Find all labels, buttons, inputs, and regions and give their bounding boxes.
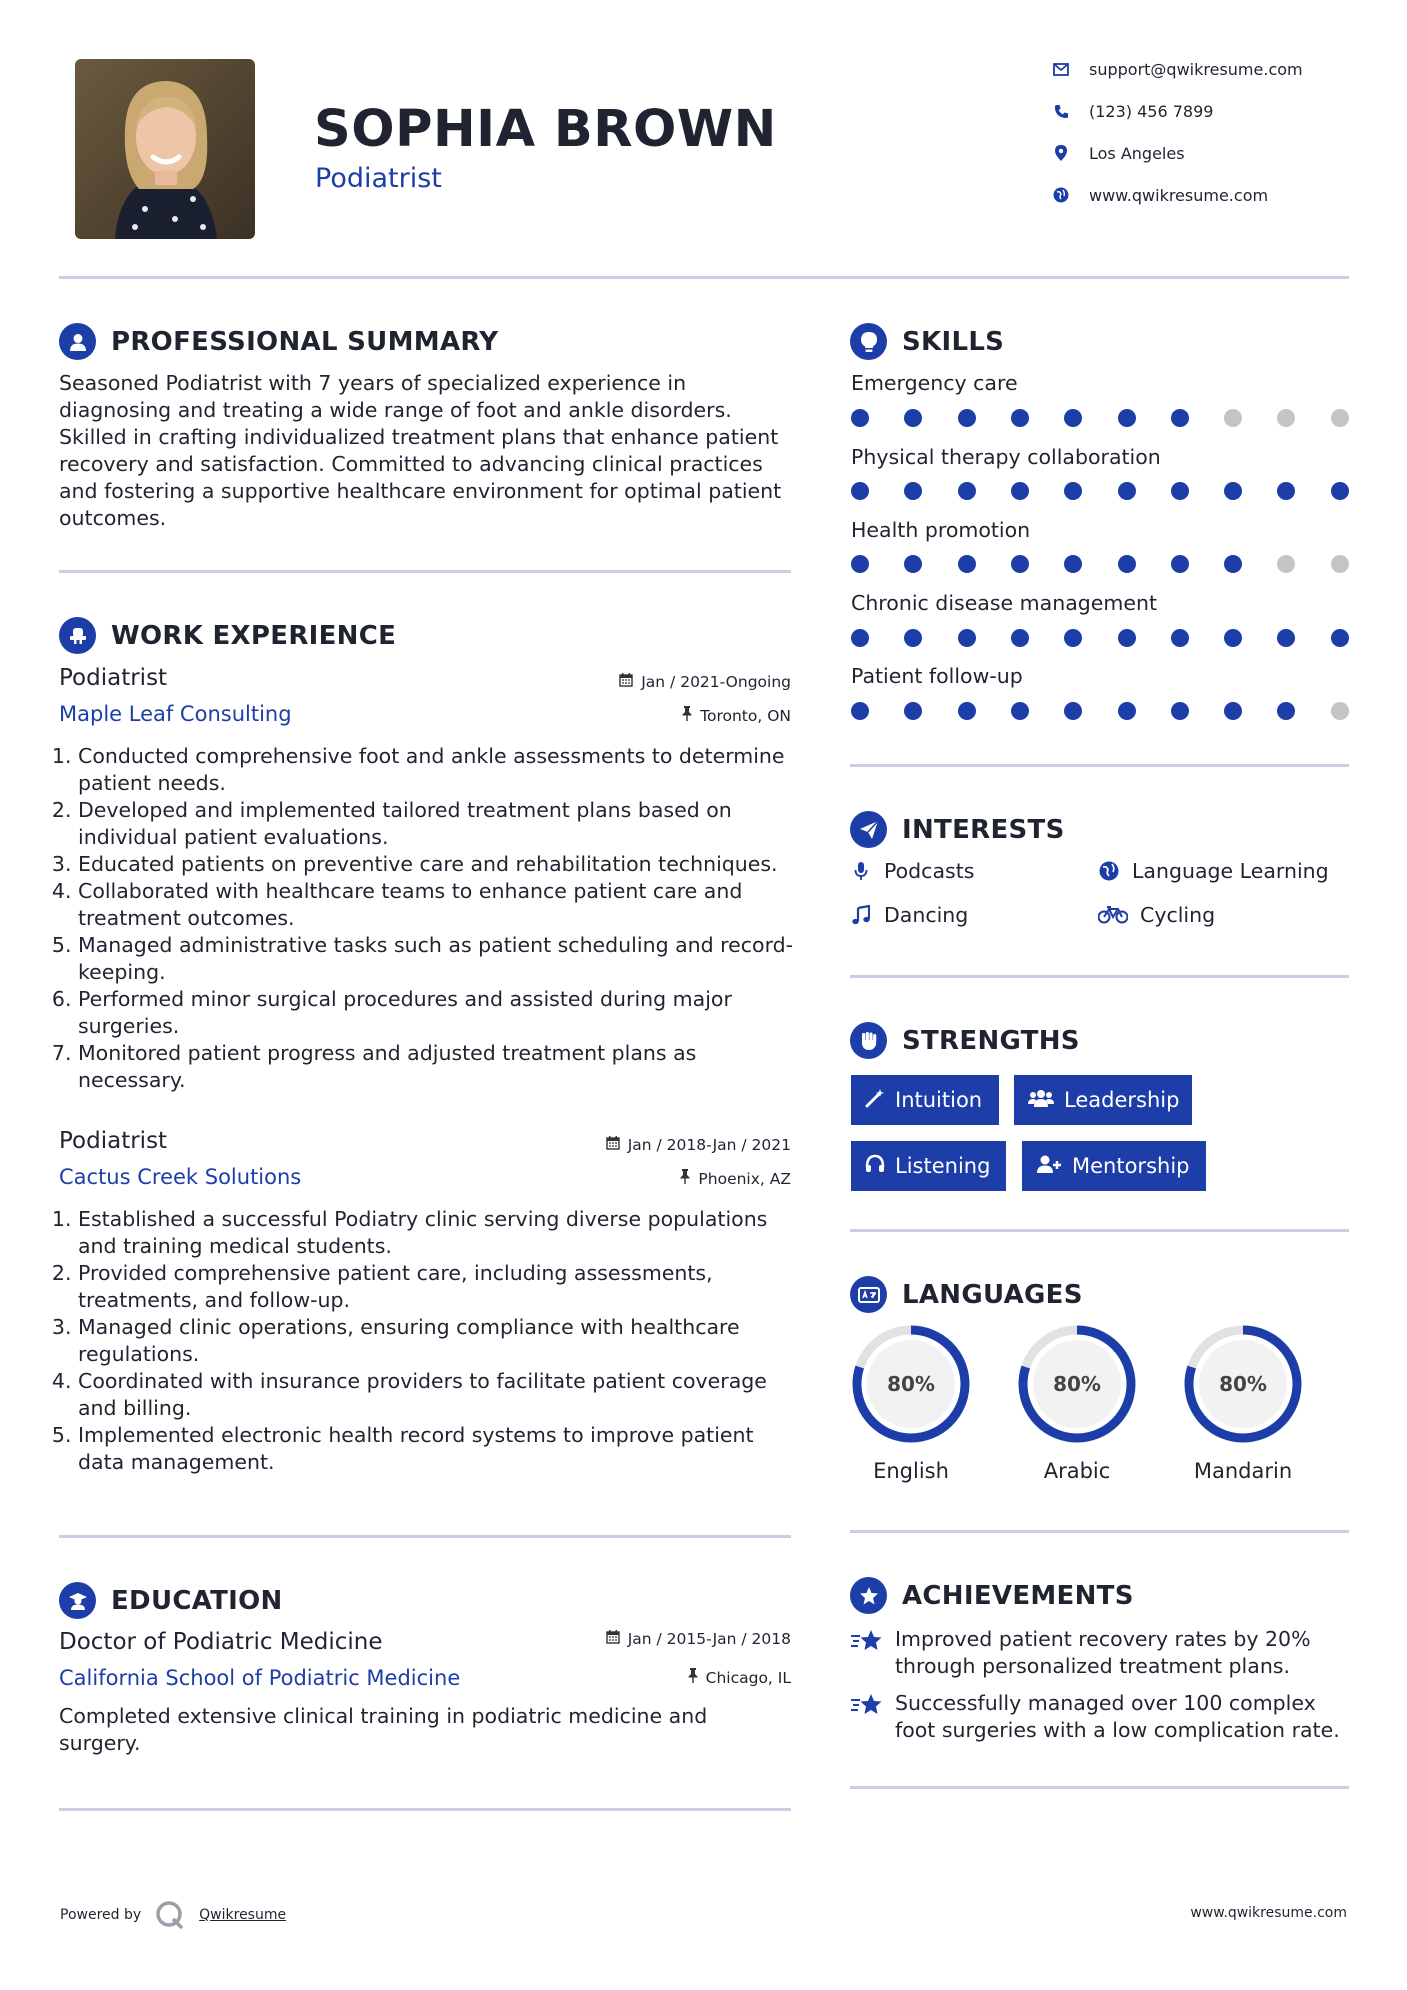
rating-dot-filled bbox=[1064, 409, 1082, 427]
calendar-icon bbox=[619, 673, 633, 691]
job-2-dates bbox=[606, 1136, 791, 1154]
achievement-text: Improved patient recovery rates by 20% through personalized treatment plans. bbox=[895, 1627, 1311, 1678]
language-name: Arabic bbox=[1043, 1459, 1111, 1483]
footer-brand-link[interactable]: Qwikresume bbox=[199, 1907, 287, 1923]
rating-dot-filled bbox=[1224, 702, 1242, 720]
summary-text: Seasoned Podiatrist with 7 years of specialized experience in diagnosing and treating a wide range of foot and ankle disorders. Skilled in crafting individualized treatment plans that enhance patient recovery and satisfaction. Committed to advancing clinical practices and fostering a supportive healthcare environment for optimal patient outcomes. bbox=[59, 371, 782, 530]
rating-dot-filled bbox=[1171, 629, 1189, 647]
language-ring-mandarin bbox=[1181, 1322, 1305, 1450]
strength-label: Leadership bbox=[1064, 1088, 1180, 1112]
rating-dot-empty bbox=[1277, 555, 1295, 573]
interests-divider bbox=[850, 975, 1349, 978]
rating-dot-filled bbox=[1118, 409, 1136, 427]
powered-by-text: Powered by bbox=[60, 1907, 142, 1923]
job-2-duty: 5. Implemented electronic health record systems to improve patient data management. bbox=[78, 1422, 796, 1476]
rating-dot-filled bbox=[1011, 702, 1029, 720]
summary-title: PROFESSIONAL SUMMARY bbox=[111, 326, 499, 357]
strength-chip-leadership bbox=[1014, 1075, 1192, 1125]
rating-dot-filled bbox=[851, 702, 869, 720]
graduate-icon bbox=[59, 1582, 96, 1619]
rating-dot-filled bbox=[1171, 482, 1189, 500]
strength-label: Listening bbox=[895, 1154, 991, 1178]
language-card-icon bbox=[850, 1276, 887, 1313]
languages-heading bbox=[850, 1276, 1083, 1313]
users-icon bbox=[1028, 1088, 1054, 1113]
rating-dot-filled bbox=[1224, 482, 1242, 500]
experience-title: WORK EXPERIENCE bbox=[111, 620, 397, 651]
rating-dot-filled bbox=[1118, 629, 1136, 647]
map-pin-icon bbox=[1049, 145, 1073, 161]
skills-heading bbox=[850, 323, 1004, 360]
job-2-location-text: Phoenix, AZ bbox=[698, 1169, 791, 1188]
calendar-icon bbox=[606, 1136, 620, 1154]
rating-dot-filled bbox=[904, 629, 922, 647]
rating-dot-filled bbox=[904, 555, 922, 573]
profile-photo bbox=[75, 59, 255, 239]
contact-website[interactable] bbox=[1049, 183, 1268, 207]
experience-divider bbox=[59, 1535, 791, 1538]
rating-dot-filled bbox=[1118, 702, 1136, 720]
job-1-duties bbox=[56, 743, 796, 1094]
globe-icon bbox=[1049, 187, 1073, 203]
skill-rating bbox=[851, 554, 1351, 574]
job-1-duty: 7. Monitored patient progress and adjusted treatment plans as necessary. bbox=[78, 1040, 796, 1094]
bicycle-icon bbox=[1098, 906, 1128, 924]
interest-label: Cycling bbox=[1140, 903, 1216, 927]
contact-email-text: support@qwikresume.com bbox=[1089, 59, 1303, 79]
lightbulb-icon bbox=[850, 323, 887, 360]
interest-label: Podcasts bbox=[884, 859, 975, 883]
interest-label: Dancing bbox=[884, 903, 969, 927]
language-ring-english bbox=[849, 1322, 973, 1450]
paper-plane-icon bbox=[850, 811, 887, 848]
magic-wand-icon bbox=[865, 1088, 885, 1113]
rating-dot-filled bbox=[851, 555, 869, 573]
phone-icon bbox=[1049, 104, 1073, 119]
education-heading bbox=[59, 1582, 283, 1619]
contact-phone-text: (123) 456 7899 bbox=[1089, 101, 1214, 121]
rating-dot-filled bbox=[904, 702, 922, 720]
rating-dot-filled bbox=[1118, 555, 1136, 573]
microphone-icon bbox=[850, 861, 872, 881]
contact-website-text: www.qwikresume.com bbox=[1089, 185, 1269, 205]
rating-dot-filled bbox=[1171, 702, 1189, 720]
rating-dot-filled bbox=[1011, 555, 1029, 573]
rating-dot-filled bbox=[1277, 702, 1295, 720]
achievements-heading bbox=[850, 1577, 1134, 1614]
fist-icon bbox=[850, 1022, 887, 1059]
language-ring bbox=[1181, 1322, 1305, 1446]
qwikresume-logo-icon bbox=[155, 1900, 185, 1930]
interest-dancing bbox=[850, 903, 968, 927]
language-percent: 80% bbox=[1053, 1372, 1101, 1396]
education-dates bbox=[606, 1630, 791, 1648]
job-1-duty: 4. Collaborated with healthcare teams to enhance patient care and treatment outcomes. bbox=[78, 878, 796, 932]
rating-dot-filled bbox=[958, 702, 976, 720]
rating-dot-filled bbox=[1224, 629, 1242, 647]
job-2-duties bbox=[56, 1206, 796, 1476]
job-2-location bbox=[680, 1169, 791, 1188]
strength-chip-mentorship bbox=[1022, 1141, 1206, 1191]
job-2-duty: 1. Established a successful Podiatry clinic serving diverse populations and training medical students. bbox=[78, 1206, 796, 1260]
rating-dot-filled bbox=[958, 629, 976, 647]
contact-location bbox=[1049, 141, 1185, 165]
interest-podcasts bbox=[850, 859, 974, 883]
job-2-company: Cactus Creek Solutions bbox=[59, 1165, 302, 1189]
rating-dot-filled bbox=[1277, 482, 1295, 500]
language-ring bbox=[1015, 1322, 1139, 1446]
education-school: California School of Podiatric Medicine bbox=[59, 1666, 461, 1690]
shooting-star-icon bbox=[850, 1690, 884, 1744]
rating-dot-filled bbox=[851, 482, 869, 500]
skill-rating bbox=[851, 628, 1351, 648]
user-plus-icon bbox=[1036, 1154, 1062, 1179]
strength-chip-intuition bbox=[851, 1075, 999, 1125]
footer-url[interactable]: www.qwikresume.com bbox=[1190, 1905, 1347, 1921]
summary-divider bbox=[59, 570, 791, 573]
briefcase-icon bbox=[59, 617, 96, 654]
rating-dot-empty bbox=[1277, 409, 1295, 427]
interest-language-learning bbox=[1098, 859, 1329, 883]
achievement-text: Successfully managed over 100 complex foot surgeries with a low complication rate. bbox=[895, 1691, 1340, 1742]
achievements-divider bbox=[850, 1786, 1349, 1789]
rating-dot-filled bbox=[904, 482, 922, 500]
rating-dot-filled bbox=[1118, 482, 1136, 500]
skill-rating bbox=[851, 408, 1351, 428]
skill-name: Chronic disease management bbox=[851, 591, 1157, 615]
strengths-heading bbox=[850, 1022, 1080, 1059]
candidate-name: SOPHIA BROWN bbox=[314, 100, 777, 159]
rating-dot-empty bbox=[1331, 702, 1349, 720]
education-location-text: Chicago, IL bbox=[705, 1668, 791, 1687]
globe-icon bbox=[1098, 861, 1120, 881]
rating-dot-filled bbox=[851, 409, 869, 427]
summary-heading bbox=[59, 323, 498, 360]
education-dates-text: Jan / 2015-Jan / 2018 bbox=[627, 1630, 791, 1648]
job-2-dates-text: Jan / 2018-Jan / 2021 bbox=[627, 1136, 791, 1154]
interests-title: INTERESTS bbox=[902, 814, 1065, 845]
language-percent: 80% bbox=[1219, 1372, 1267, 1396]
strength-chip-listening bbox=[851, 1141, 1006, 1191]
rating-dot-filled bbox=[1277, 629, 1295, 647]
candidate-title: Podiatrist bbox=[315, 163, 442, 194]
language-ring-arabic bbox=[1015, 1322, 1139, 1450]
job-1-location bbox=[682, 706, 791, 725]
rating-dot-filled bbox=[958, 409, 976, 427]
strengths-divider bbox=[850, 1229, 1349, 1232]
job-2-duty: 3. Managed clinic operations, ensuring compliance with healthcare regulations. bbox=[78, 1314, 796, 1368]
language-percent: 80% bbox=[887, 1372, 935, 1396]
job-2-duty: 2. Provided comprehensive patient care, including assessments, treatments, and follow-up. bbox=[78, 1260, 796, 1314]
education-title: EDUCATION bbox=[111, 1585, 283, 1616]
language-ring bbox=[849, 1322, 973, 1446]
job-2-title: Podiatrist bbox=[59, 1128, 168, 1154]
languages-title: LANGUAGES bbox=[902, 1279, 1083, 1310]
experience-heading bbox=[59, 617, 396, 654]
education-degree: Doctor of Podiatric Medicine bbox=[59, 1629, 383, 1655]
skill-rating bbox=[851, 701, 1351, 721]
language-name: English bbox=[873, 1459, 949, 1483]
job-1-duty: 3. Educated patients on preventive care and rehabilitation techniques. bbox=[78, 851, 796, 878]
education-location bbox=[688, 1668, 791, 1687]
rating-dot-filled bbox=[1064, 482, 1082, 500]
rating-dot-filled bbox=[1011, 629, 1029, 647]
rating-dot-filled bbox=[1331, 482, 1349, 500]
envelope-icon bbox=[1049, 63, 1073, 76]
contact-email[interactable] bbox=[1049, 57, 1303, 81]
star-badge-icon bbox=[850, 1577, 887, 1614]
skill-name: Health promotion bbox=[851, 518, 1031, 542]
rating-dot-filled bbox=[1011, 482, 1029, 500]
rating-dot-filled bbox=[1064, 555, 1082, 573]
skill-rating bbox=[851, 481, 1351, 501]
rating-dot-filled bbox=[1011, 409, 1029, 427]
rating-dot-empty bbox=[1331, 555, 1349, 573]
interest-cycling bbox=[1098, 903, 1215, 927]
interest-label: Language Learning bbox=[1132, 859, 1329, 883]
job-1-title: Podiatrist bbox=[59, 665, 168, 691]
header-divider bbox=[59, 276, 1349, 279]
pushpin-icon bbox=[688, 1668, 698, 1687]
achievement-item bbox=[850, 1690, 1355, 1744]
skill-name: Physical therapy collaboration bbox=[851, 445, 1161, 469]
skills-title: SKILLS bbox=[902, 326, 1005, 357]
job-1-dates bbox=[619, 673, 791, 691]
rating-dot-filled bbox=[958, 555, 976, 573]
rating-dot-filled bbox=[904, 409, 922, 427]
rating-dot-filled bbox=[1171, 409, 1189, 427]
pushpin-icon bbox=[682, 706, 692, 725]
job-1-dates-text: Jan / 2021-Ongoing bbox=[641, 673, 791, 691]
education-description: Completed extensive clinical training in podiatric medicine and surgery. bbox=[59, 1704, 708, 1755]
achievements-title: ACHIEVEMENTS bbox=[902, 1580, 1134, 1611]
rating-dot-empty bbox=[1224, 409, 1242, 427]
shooting-star-icon bbox=[850, 1626, 884, 1680]
strength-label: Mentorship bbox=[1072, 1154, 1190, 1178]
calendar-icon bbox=[606, 1630, 620, 1648]
rating-dot-filled bbox=[1064, 702, 1082, 720]
pushpin-icon bbox=[680, 1169, 690, 1188]
rating-dot-filled bbox=[958, 482, 976, 500]
footer-powered-by bbox=[60, 1900, 286, 1930]
skills-divider bbox=[850, 764, 1349, 767]
education-divider bbox=[59, 1808, 791, 1811]
music-note-icon bbox=[850, 905, 872, 925]
language-name: Mandarin bbox=[1193, 1459, 1293, 1483]
contact-phone[interactable] bbox=[1049, 99, 1213, 123]
headphones-icon bbox=[865, 1154, 885, 1179]
contact-location-text: Los Angeles bbox=[1089, 143, 1185, 163]
job-2-duty: 4. Coordinated with insurance providers to facilitate patient coverage and billing. bbox=[78, 1368, 796, 1422]
rating-dot-filled bbox=[1331, 629, 1349, 647]
job-1-duty: 2. Developed and implemented tailored treatment plans based on individual patient evaluations. bbox=[78, 797, 796, 851]
rating-dot-filled bbox=[1171, 555, 1189, 573]
rating-dot-filled bbox=[851, 629, 869, 647]
job-1-location-text: Toronto, ON bbox=[700, 706, 791, 725]
rating-dot-filled bbox=[1224, 555, 1242, 573]
achievement-item bbox=[850, 1626, 1355, 1680]
user-icon bbox=[59, 323, 96, 360]
skill-name: Emergency care bbox=[851, 371, 1018, 395]
languages-divider bbox=[850, 1530, 1349, 1533]
interests-heading bbox=[850, 811, 1065, 848]
rating-dot-filled bbox=[1064, 629, 1082, 647]
job-1-duty: 1. Conducted comprehensive foot and ankle assessments to determine patient needs. bbox=[78, 743, 796, 797]
strengths-title: STRENGTHS bbox=[902, 1025, 1080, 1056]
strength-label: Intuition bbox=[895, 1088, 983, 1112]
rating-dot-empty bbox=[1331, 409, 1349, 427]
job-1-duty: 6. Performed minor surgical procedures and assisted during major surgeries. bbox=[78, 986, 796, 1040]
job-1-company: Maple Leaf Consulting bbox=[59, 702, 292, 726]
skill-name: Patient follow-up bbox=[851, 664, 1023, 688]
job-1-duty: 5. Managed administrative tasks such as patient scheduling and record-keeping. bbox=[78, 932, 796, 986]
